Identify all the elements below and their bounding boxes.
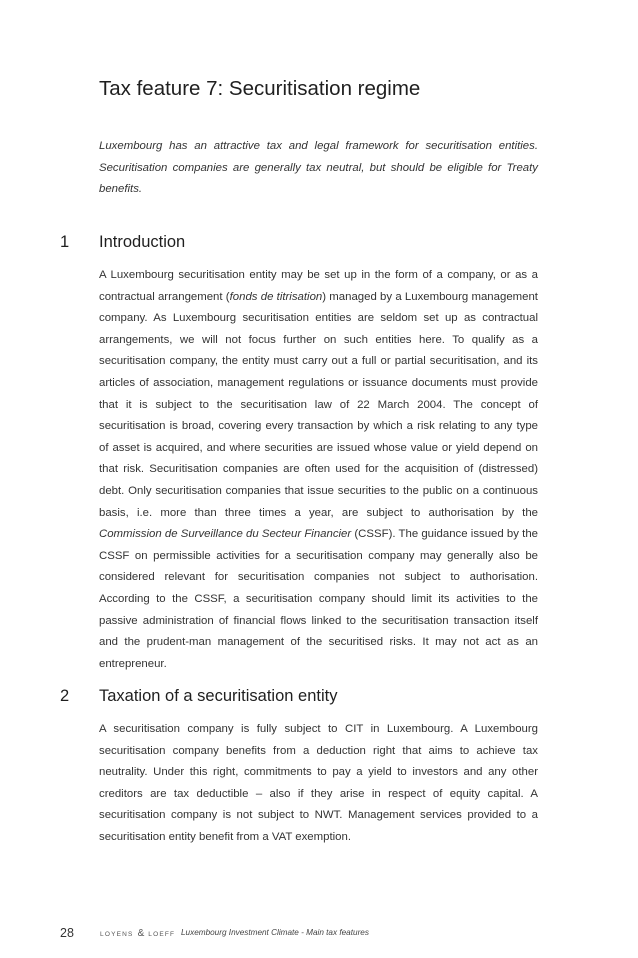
section-1-text-b: ) managed by a Luxembourg management company. As Luxembourg securitisation entities are seldom set up as contractual arrangements, we will not focus further on such entities here. To qualify as a securitisation company, the entity must carry out a full or partial securitisation, and its articles of association, management regulations or issuance documents must provide that it is subject to the securitisation law of 22 March 2004. The concept of securitisation is broad, covering every transaction by which a risk relating to any type of asset is acquired, and where securities are issued whose value or yield depend on that risk. Securitisation companies are often used for the acquisition of (distressed) debt. Only securitisation companies that issue securities to the public on a continuous basis, i.e. more than three times a year, are subject to authorisation by the [99,290,538,519]
section-1-number: 1 [60,233,70,251]
footer-brand-logo [100,928,175,939]
section-1-paragraph [99,265,538,675]
section-1-text-a: A Luxembourg securitisation entity may be set up in the form of a company, or as a contractual arrangement ( [99,269,538,303]
brand-ampersand: & [137,928,145,939]
section-2-paragraph: A securitisation company is fully subject to CIT in Luxembourg. A Luxembourg securitisation company benefits from a deduction right that aims to achieve tax neutrality. Under this right, commitments to pay a yield to investors and any other creditors are tax deductible – also if they arise in respect of equity capital. A securitisation company is not subject to NWT. Management services provided to a securitisation entity benefit from a VAT exemption. [99,723,538,843]
section-2-title: Taxation of a securitisation entity [99,687,338,705]
page-title: Tax feature 7: Securitisation regime [99,77,421,100]
section-2-number: 2 [60,687,70,705]
section-1-term-fonds: fonds de titrisation [229,290,323,303]
footer-document-title: Luxembourg Investment Climate - Main tax features [181,928,369,937]
footer-page-number: 28 [60,926,74,940]
section-1-text-c: (CSSF). The guidance issued by the CSSF on permissible activities for a securitisation company may generally also be considered relevant for securitisation companies not subject to authorisation. According to the CSSF, a securitisation company should limit its activities to the passive administration of financial flows linked to the securitisation transaction itself and the prudent-man management of the securitised risks. It may not act as an entrepreneur. [99,528,538,670]
brand-left: LOYENS [100,931,134,938]
section-1-title: Introduction [99,233,186,251]
section-1-term-cssf: Commission de Surveillance du Secteur Financier [99,528,352,541]
brand-right: LOEFF [148,931,176,938]
intro-summary: Luxembourg has an attractive tax and legal framework for securitisation entities. Securitisation companies are generally tax neutral, but should be eligible for Treaty benefits. [99,140,538,196]
